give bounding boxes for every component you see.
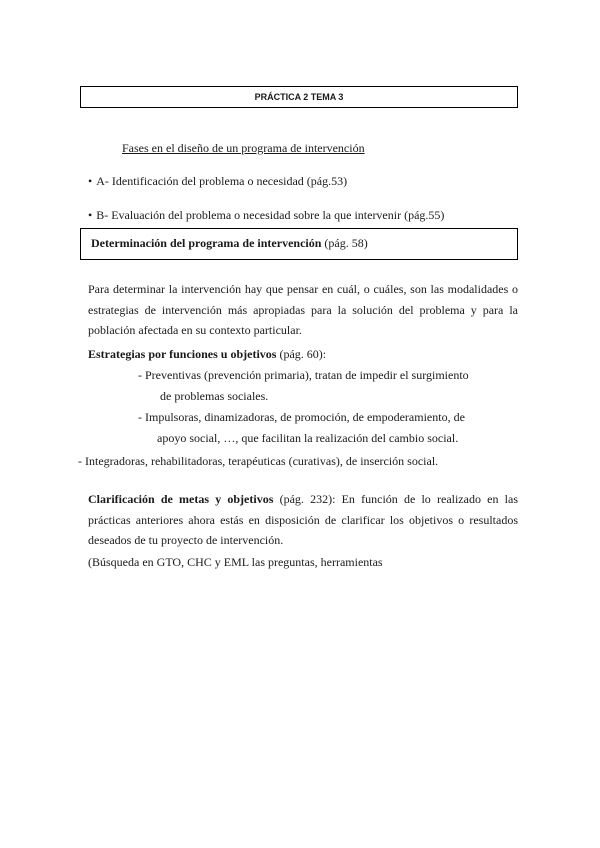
strategy-item-preventive-cont: de problemas sociales. <box>160 389 269 403</box>
clarification-paragraph <box>88 489 518 551</box>
strategy-item-promoting: - Impulsoras, dinamizadoras, de promoción, de empoderamiento, de <box>138 410 465 424</box>
clarification-bold: Clarificación de metas y objetivos <box>88 492 274 506</box>
strategy-item-integrative: - Integradoras, rehabilitadoras, terapéuticas (curativas), de inserción social. <box>78 454 439 468</box>
clarification-rest: (pág. 232): En función de lo realizado en las prácticas anteriores ahora estás en disposición de clarificar los objetivos o resultados deseados de tu proyecto de intervención. <box>88 492 518 547</box>
bullet-text: B- Evaluación del problema o necesidad sobre la que intervenir (pág.55) <box>96 208 445 222</box>
section-subtitle: Fases en el diseño de un programa de intervención <box>122 141 365 155</box>
bullet-item-b <box>88 208 444 223</box>
search-note: (Búsqueda en GTO, CHC y EML las preguntas, herramientas <box>88 555 383 569</box>
bullet-text: A- Identificación del problema o necesidad (pág.53) <box>96 174 348 188</box>
box-heading-bold: Determinación del programa de intervención <box>91 236 322 250</box>
box-heading-rest: (pág. 58) <box>321 236 368 250</box>
intro-paragraph: Para determinar la intervención hay que pensar en cuál, o cuáles, son las modalidades o estrategias de intervención más apropiadas para la solución del problema y para la población afectada en su contexto particular. <box>88 282 518 337</box>
strategies-heading-bold: Estrategias por funciones u objetivos <box>88 347 277 361</box>
program-determination-box <box>80 228 518 260</box>
strategy-item-promoting-cont: apoyo social, …, que facilitan la realización del cambio social. <box>157 431 459 445</box>
bullet-icon: • <box>88 208 93 222</box>
page-title: PRÁCTICA 2 TEMA 3 <box>254 92 344 102</box>
bullet-icon: • <box>88 174 93 188</box>
title-box <box>80 86 518 108</box>
strategies-heading-rest: (pág. 60): <box>276 347 327 361</box>
bullet-item-a <box>88 174 347 189</box>
strategy-item-preventive: - Preventivas (prevención primaria), tratan de impedir el surgimiento <box>138 368 469 382</box>
strategies-heading <box>88 347 326 362</box>
